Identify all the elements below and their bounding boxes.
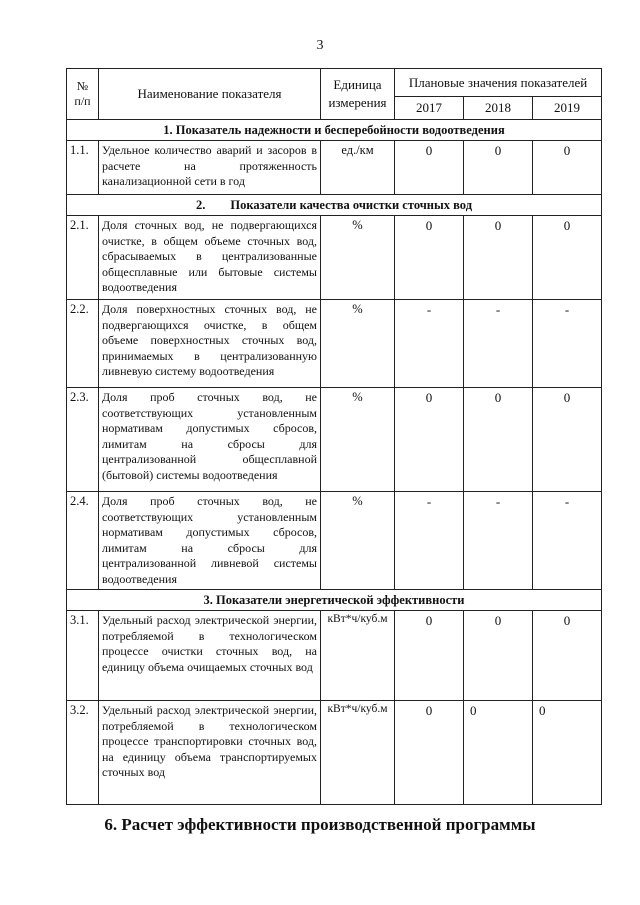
section-title: 1. Показатель надежности и бесперебойности водоотведения: [67, 120, 602, 141]
row-value: 0: [533, 611, 602, 701]
row-name: Доля проб сточных вод, не соответствующих установленным нормативам допустимых сбросов, лимитам на сбросы для централизованной общесплавной (бытовой) системы водоотведения: [99, 388, 321, 492]
table-row: [67, 492, 602, 590]
row-name: Удельный расход электрической энергии, потребляемой в технологическом процессе транспортировки сточных вод, на единицу объема транспортируемых сточных вод: [99, 701, 321, 805]
row-value: 0: [464, 141, 533, 195]
row-num: 3.1.: [67, 611, 99, 701]
header-year: 2017: [395, 97, 464, 120]
section-title: 3. Показатели энергетической эффективности: [67, 590, 602, 611]
section-row: [67, 195, 602, 216]
table-row: [67, 141, 602, 195]
row-unit: %: [321, 388, 395, 492]
row-value: 0: [533, 141, 602, 195]
row-name: Доля поверхностных сточных вод, не подвергающихся очистке, в общем объеме поверхностных сточных вод, принимаемых в централизованную ливневую систему водоотведения: [99, 300, 321, 388]
row-name: Доля сточных вод, не подвергающихся очистке, в общем объеме сточных вод, сбрасываемых в централизованные общесплавные или бытовые системы водоотведения: [99, 216, 321, 300]
row-value: 0: [533, 216, 602, 300]
section-row: [67, 590, 602, 611]
row-value: 0: [395, 216, 464, 300]
page-number: 3: [316, 38, 324, 53]
row-value: -: [464, 300, 533, 388]
table-row: [67, 701, 602, 805]
row-value: 0: [395, 388, 464, 492]
header-unit-line2: измерения: [328, 95, 387, 110]
row-value: 0: [395, 701, 464, 805]
header-year: 2018: [464, 97, 533, 120]
row-unit: %: [321, 300, 395, 388]
table-row: [67, 388, 602, 492]
row-value: -: [533, 492, 602, 590]
row-num: 3.2.: [67, 701, 99, 805]
row-num: 2.2.: [67, 300, 99, 388]
row-unit: %: [321, 216, 395, 300]
header-year: 2019: [533, 97, 602, 120]
row-num: 2.3.: [67, 388, 99, 492]
header-num-line2: п/п: [74, 94, 91, 108]
row-value: 0: [464, 216, 533, 300]
header-unit-line1: Единица: [333, 77, 382, 92]
row-value: 0: [395, 141, 464, 195]
row-name: Доля проб сточных вод, не соответствующих установленным нормативам допустимых сбросов, лимитам на сбросы для централизованной ливневой системы водоотведения: [99, 492, 321, 590]
header-num-line1: №: [76, 79, 89, 93]
row-value: 0: [464, 701, 533, 805]
indicators-table: [66, 68, 602, 805]
row-value: 0: [464, 388, 533, 492]
row-value: -: [395, 300, 464, 388]
row-unit: кВт*ч/куб.м: [321, 701, 395, 805]
row-num: 2.4.: [67, 492, 99, 590]
row-value: 0: [464, 611, 533, 701]
row-name: Удельное количество аварий и засоров в расчете на протяженность канализационной сети в год: [99, 141, 321, 195]
table-header-row: [67, 69, 602, 97]
header-name: Наименование показателя: [99, 69, 321, 120]
section-title: 2. Показатели качества очистки сточных вод: [67, 195, 602, 216]
row-value: -: [395, 492, 464, 590]
table-row: [67, 216, 602, 300]
header-unit: [321, 69, 395, 120]
header-plan: Плановые значения показателей: [395, 69, 602, 97]
row-unit: ед./км: [321, 141, 395, 195]
row-value: 0: [533, 701, 602, 805]
row-name: Удельный расход электрической энергии, потребляемой в технологическом процессе очистки сточных вод, на единицу объема очищаемых сточных вод: [99, 611, 321, 701]
row-unit: кВт*ч/куб.м: [321, 611, 395, 701]
row-num: 2.1.: [67, 216, 99, 300]
row-num: 1.1.: [67, 141, 99, 195]
row-value: -: [464, 492, 533, 590]
section-heading: 6. Расчет эффективности производственной программы: [104, 815, 536, 834]
row-value: 0: [533, 388, 602, 492]
table-row: [67, 300, 602, 388]
table-row: [67, 611, 602, 701]
row-unit: %: [321, 492, 395, 590]
row-value: 0: [395, 611, 464, 701]
header-num: [67, 69, 99, 120]
section-row: [67, 120, 602, 141]
row-value: -: [533, 300, 602, 388]
